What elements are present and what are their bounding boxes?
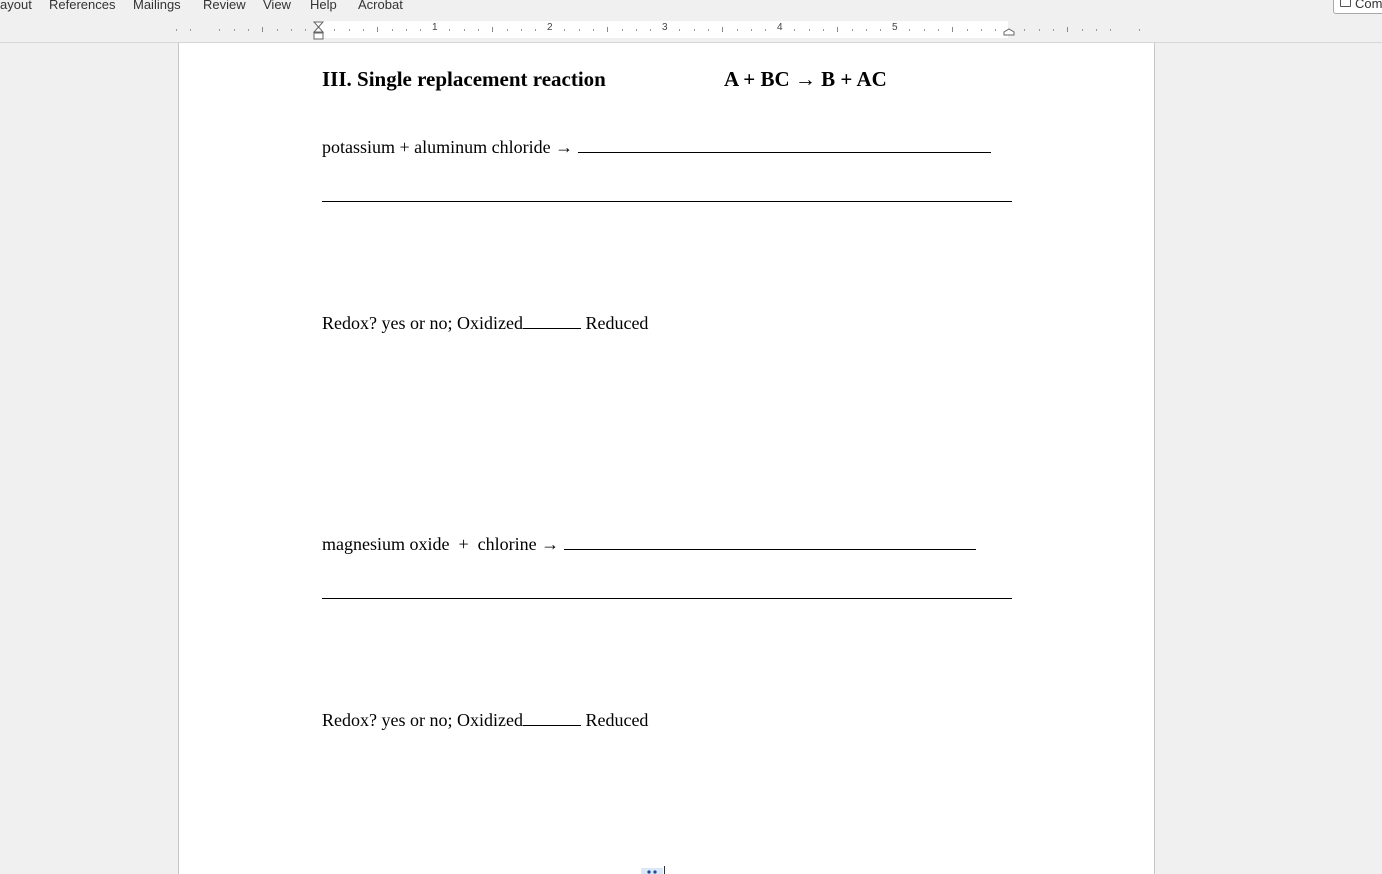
ruler-tick <box>1110 29 1111 31</box>
section-heading: III. Single replacement reaction <box>322 67 606 91</box>
horizontal-ruler[interactable] <box>0 18 1382 43</box>
ruler-tick <box>823 29 824 31</box>
ruler-tick <box>866 29 867 31</box>
ruler-tick <box>334 29 335 31</box>
ruler-tick <box>521 29 522 31</box>
ruler-tick <box>1024 29 1025 31</box>
menu-acrobat[interactable]: Acrobat <box>358 0 403 12</box>
ruler-tick <box>564 29 565 31</box>
ruler-number: 5 <box>892 22 898 33</box>
ruler-tick <box>1082 29 1083 31</box>
ruler-tick <box>464 29 465 31</box>
comments-label: Com <box>1355 0 1382 11</box>
ruler-tick <box>837 27 838 32</box>
ruler-tick <box>751 29 752 31</box>
ruler-tick <box>722 27 723 32</box>
answer-line[interactable] <box>322 598 1012 599</box>
comment-icon <box>1340 0 1351 7</box>
ruler-tick <box>650 29 651 31</box>
ruler-tick <box>449 29 450 31</box>
ruler-tick <box>981 29 982 31</box>
ruler-tick <box>694 29 695 31</box>
ruler-tick <box>1139 29 1140 31</box>
ruler-tick <box>406 29 407 31</box>
paste-options-icon[interactable] <box>641 866 667 874</box>
ruler-tick <box>737 29 738 31</box>
ruler-tick <box>420 29 421 31</box>
general-formula: A + BC → B + AC <box>724 67 887 91</box>
ruler-tick <box>190 29 191 31</box>
ruler-tick <box>535 29 536 31</box>
ruler-tick <box>938 29 939 31</box>
ruler-tick <box>593 29 594 31</box>
ruler-tick <box>809 29 810 31</box>
ruler-tick <box>967 29 968 31</box>
ruler-tick <box>291 29 292 31</box>
reaction-prompt-2 <box>322 534 976 555</box>
ruler-number: 1 <box>432 22 438 33</box>
answer-blank[interactable] <box>578 151 991 153</box>
ruler-tick <box>363 29 364 31</box>
ruler-tick <box>492 27 493 32</box>
ruler-tick <box>349 29 350 31</box>
ruler-tick <box>1067 27 1068 32</box>
oxidized-blank[interactable] <box>523 327 581 329</box>
ruler-tick <box>262 27 263 32</box>
comments-button[interactable] <box>1333 0 1382 14</box>
ruler-tick <box>248 29 249 31</box>
ruler-number: 2 <box>547 22 553 33</box>
menu-mailings[interactable]: Mailings <box>133 0 181 12</box>
ruler-tick <box>507 29 508 31</box>
ruler-number: 3 <box>662 22 668 33</box>
ruler-tick <box>995 29 996 31</box>
ruler-tick <box>794 29 795 31</box>
menu-help[interactable]: Help <box>310 0 337 12</box>
ruler-tick <box>924 29 925 31</box>
ruler-tick <box>765 29 766 31</box>
ruler-tick <box>478 29 479 31</box>
right-indent-marker-icon[interactable] <box>1003 28 1015 36</box>
ruler-tick <box>952 27 953 32</box>
ruler-tick <box>1096 29 1097 31</box>
document-page[interactable] <box>178 43 1155 874</box>
oxidized-blank[interactable] <box>523 724 581 726</box>
redox-line-2 <box>322 710 648 731</box>
redox-prefix: Redox? yes or no; Oxidized <box>322 710 523 730</box>
ruler-tick <box>176 29 177 31</box>
left-indent-marker-icon[interactable] <box>313 21 324 41</box>
ruler-tick <box>909 29 910 31</box>
answer-blank[interactable] <box>564 548 976 550</box>
menu-review[interactable]: Review <box>203 0 246 12</box>
ruler-tick <box>708 29 709 31</box>
ruler-tick <box>1053 29 1054 31</box>
ruler-tick <box>1039 29 1040 31</box>
redox-suffix: Reduced <box>580 313 649 333</box>
ruler-tick <box>219 29 220 31</box>
reaction-prompt-1 <box>322 137 991 158</box>
reaction-text: potassium + aluminum chloride → <box>322 137 578 157</box>
ruler-tick <box>579 29 580 31</box>
ruler-tick <box>636 29 637 31</box>
reaction-text: magnesium oxide + chlorine → <box>322 534 564 554</box>
ruler-tick <box>880 29 881 31</box>
menu-references[interactable]: References <box>49 0 116 12</box>
ruler-number: 4 <box>777 22 783 33</box>
answer-line[interactable] <box>322 201 1012 202</box>
ruler-tick <box>622 29 623 31</box>
ribbon-menu-bar <box>0 0 1382 16</box>
menu-view[interactable]: View <box>263 0 291 12</box>
menu-layout[interactable]: ayout <box>0 0 32 12</box>
redox-prefix: Redox? yes or no; Oxidized <box>322 313 523 333</box>
ruler-tick <box>234 29 235 31</box>
ruler-tick <box>305 29 306 31</box>
ruler-tick <box>377 27 378 32</box>
ruler-tick <box>392 29 393 31</box>
ruler-tick <box>607 27 608 32</box>
redox-suffix: Reduced <box>580 710 649 730</box>
ruler-tick <box>679 29 680 31</box>
ruler-tick <box>852 29 853 31</box>
redox-line-1 <box>322 313 648 334</box>
ruler-tick <box>277 29 278 31</box>
